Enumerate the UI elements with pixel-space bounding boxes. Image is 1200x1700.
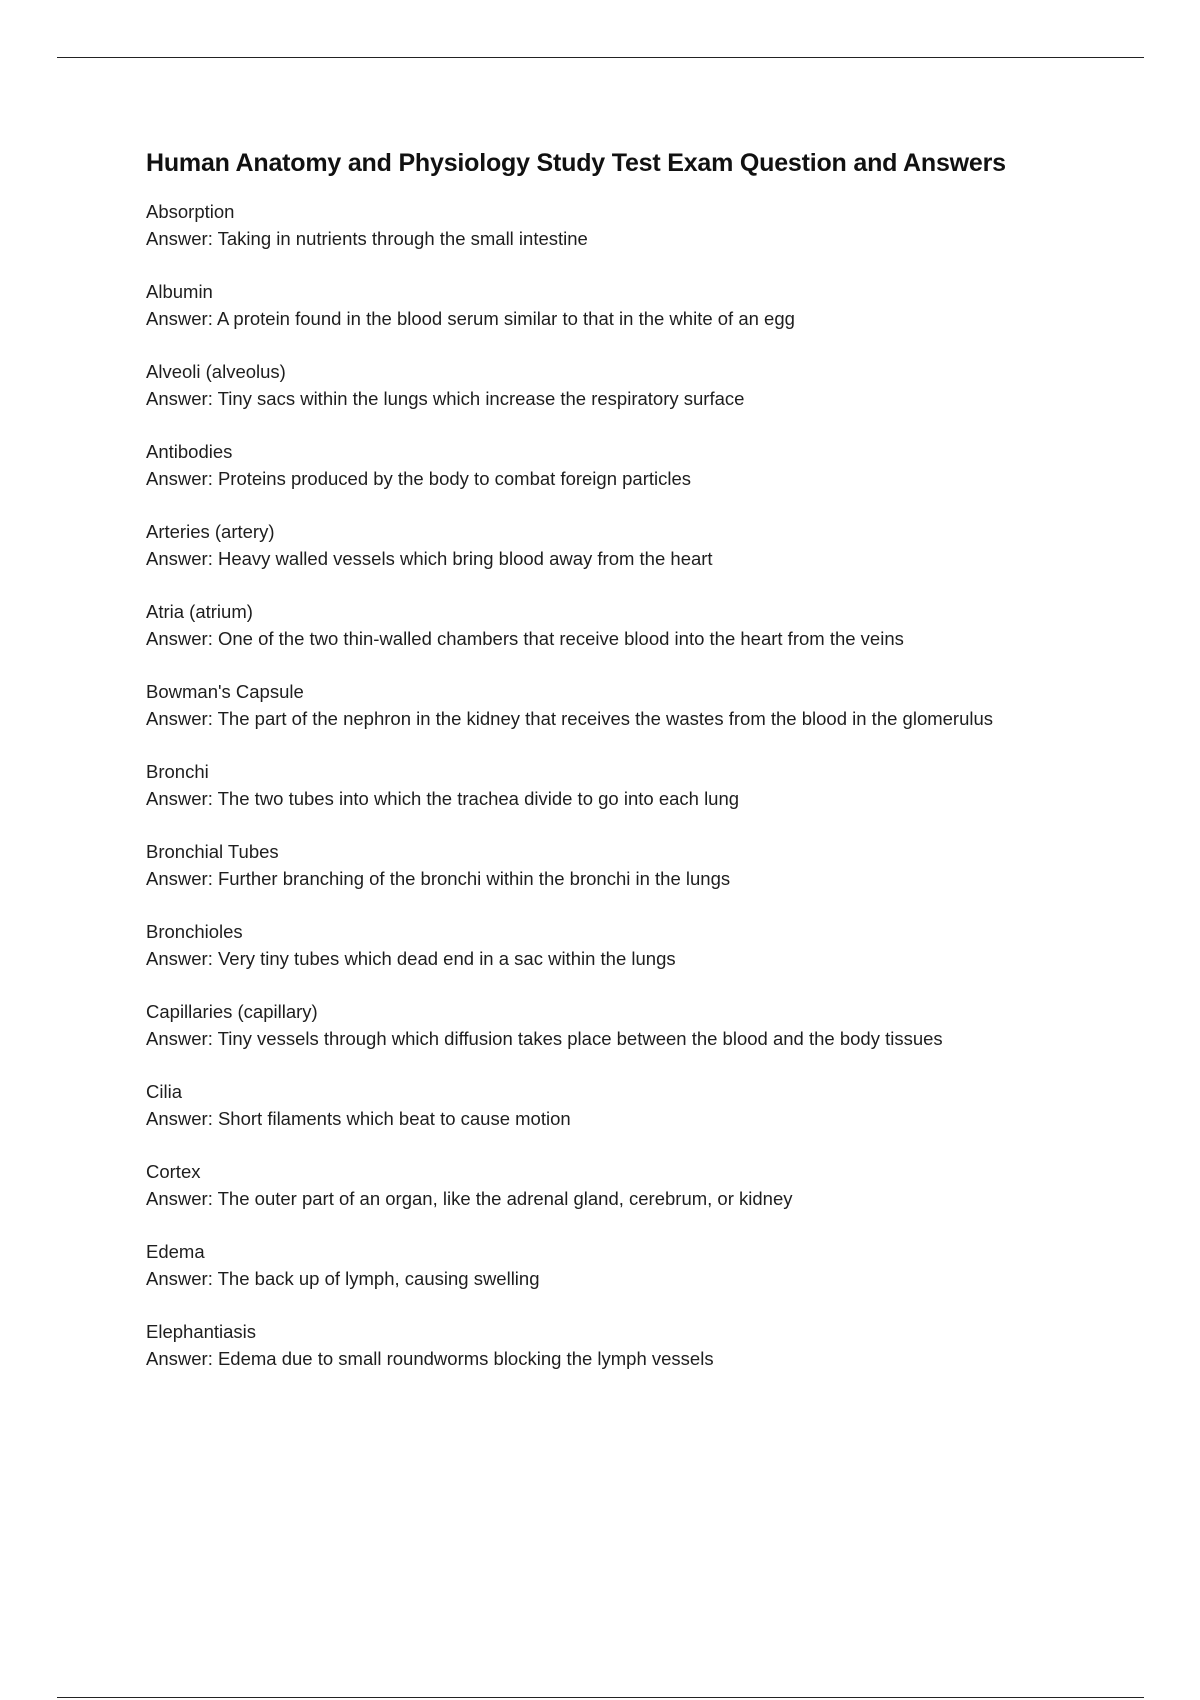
entry-answer: Answer: Heavy walled vessels which bring blood away from the heart <box>146 548 713 569</box>
top-rule <box>57 57 1144 58</box>
qa-entry <box>146 678 1046 732</box>
entry-term: Bronchial Tubes <box>146 841 279 862</box>
document-title: Human Anatomy and Physiology Study Test Exam Question and Answers <box>146 149 1006 177</box>
entry-term: Bronchi <box>146 761 209 782</box>
entry-answer: Answer: Very tiny tubes which dead end in a sac within the lungs <box>146 948 676 969</box>
entry-answer: Answer: The outer part of an organ, like the adrenal gland, cerebrum, or kidney <box>146 1188 793 1209</box>
bottom-rule <box>57 1697 1144 1698</box>
entry-answer: Answer: One of the two thin-walled chambers that receive blood into the heart from the veins <box>146 628 904 649</box>
qa-entry <box>146 278 1046 332</box>
entry-term: Antibodies <box>146 441 233 462</box>
qa-entry <box>146 198 1046 252</box>
qa-entry <box>146 1238 1046 1292</box>
qa-entry <box>146 838 1046 892</box>
entry-term: Albumin <box>146 281 213 302</box>
entry-answer: Answer: A protein found in the blood serum similar to that in the white of an egg <box>146 308 795 329</box>
entry-term: Arteries (artery) <box>146 521 275 542</box>
entry-term: Bronchioles <box>146 921 243 942</box>
qa-entry <box>146 1078 1046 1132</box>
entry-term: Atria (atrium) <box>146 601 253 622</box>
entry-term: Absorption <box>146 201 235 222</box>
entry-term: Cortex <box>146 1161 201 1182</box>
entry-answer: Answer: Taking in nutrients through the small intestine <box>146 228 588 249</box>
entry-term: Capillaries (capillary) <box>146 1001 318 1022</box>
document-body <box>146 144 1046 1398</box>
entry-answer: Answer: The back up of lymph, causing swelling <box>146 1268 540 1289</box>
qa-entry <box>146 358 1046 412</box>
qa-entry <box>146 998 1046 1052</box>
entry-answer: Answer: The part of the nephron in the kidney that receives the wastes from the blood in the glomerulus <box>146 708 994 729</box>
qa-entry <box>146 918 1046 972</box>
entry-answer: Answer: Further branching of the bronchi within the bronchi in the lungs <box>146 868 731 889</box>
entry-term: Elephantiasis <box>146 1321 257 1342</box>
entry-term: Edema <box>146 1241 205 1262</box>
entry-term: Cilia <box>146 1081 182 1102</box>
entry-answer: Answer: Edema due to small roundworms blocking the lymph vessels <box>146 1348 714 1369</box>
entry-answer: Answer: Proteins produced by the body to combat foreign particles <box>146 468 692 489</box>
qa-entry <box>146 518 1046 572</box>
qa-entry <box>146 1158 1046 1212</box>
entry-answer: Answer: Short filaments which beat to cause motion <box>146 1108 571 1129</box>
entry-term: Bowman's Capsule <box>146 681 304 702</box>
entry-answer: Answer: Tiny vessels through which diffusion takes place between the blood and the body tissues <box>146 1028 943 1049</box>
qa-entry <box>146 758 1046 812</box>
entry-answer: Answer: The two tubes into which the trachea divide to go into each lung <box>146 788 740 809</box>
qa-entry <box>146 598 1046 652</box>
qa-entry <box>146 1318 1046 1372</box>
qa-entry <box>146 438 1046 492</box>
entry-answer: Answer: Tiny sacs within the lungs which increase the respiratory surface <box>146 388 745 409</box>
entry-term: Alveoli (alveolus) <box>146 361 286 382</box>
